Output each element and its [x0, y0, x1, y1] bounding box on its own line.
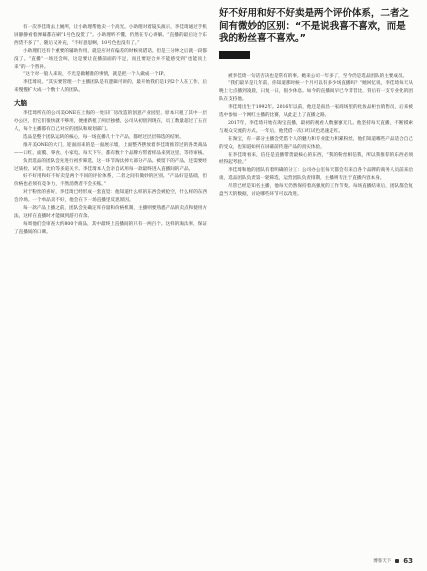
paragraph: 好不好用和好不好卖是两个不同的评价体系，二者之间有微妙的区别。“产品好是基础，但价格也必须有竞争力，不然消费者不会买账。” — [14, 174, 207, 188]
paragraph: 有一次李佳琦去上厕所，让小助理帮他卖一个高光。小助理对着镜头演示，李佳琦通过手机屏静静看着弹幕都在刷“1号色没货了”。小助理听不懂，仍然在专心讲解。“直播的最后这个东西货不多了”，随后又补充，“不好意思啊，10号色也没有了。” — [14, 25, 207, 46]
page-number: 63 — [403, 557, 413, 565]
paragraph: 选品是整个团队运转的核心，每一场直播几十个产品，都经过层层筛选的结果。 — [23, 134, 184, 140]
pull-quote: 好不好用和好不好卖是两个评价体系，二者之间有微妙的区别：“不是说我喜不喜欢，而是我的粉丝喜不喜欢。” — [219, 8, 409, 44]
paragraph: 被李佳琦一句话否决也是常有的事。她来公司一年多了，至今仍是选品团队的主要成员。 — [228, 73, 408, 79]
paragraph: 李佳琦和他的团队有着明确的分工：公司办公室每天都会有来自各个品牌的商务人员前来洽谈，选品团队负责第一轮筛选，运营团队负责排期，主播则专注于直播内容本身。 — [219, 168, 413, 182]
left-column — [14, 24, 207, 237]
footer-square-icon — [395, 559, 399, 563]
paragraph: 李佳琦出生于1992年。2016年以前，他还是南昌一家商场里的化妆品柜台销售员，后来被选中参加一个网红主播的比赛，从此走上了直播之路。 — [219, 105, 413, 119]
paragraph: “我们最早是几年前，你知道那时候一个月可以有多少场直播吗？”她回忆说，李佳琦每天从晚上七点播到凌晨，日复一日，很少休息。如今的直播间早已今非昔比，背后有一支专业化的团队在支持他。 — [219, 81, 413, 103]
paragraph: 李佳琦所在的公司美ONE在上海的一处旧厂房改造的创意产业园里，原本只租了其中一层办公区，但它们很快就不够用，便重新租了两层独楼。公司从初创到现在，员工数量超过了五百人，每个主播都有自己对应的团队和规划部门。 — [14, 111, 207, 132]
page-footer — [373, 557, 413, 565]
paragraph: 2017年，李佳琦开始在淘宝直播，最初的观看人数寥寥无几。他坚持每天直播，不断摸索与观众交流的方式。一年后，他凭借一次口红试色迅速走红。 — [219, 120, 413, 134]
decorative-bar — [219, 51, 250, 59]
paragraph: 在李佳琦看来，信任是直播带货最核心的东西，“我的粉丝相信我，所以我推荐的东西必须经得起考验。” — [219, 152, 413, 166]
paragraph: 小助理们还有个重要的辅助作用，就是应对有偏差的时候说错话。但是三分钟之后就一段都没了。“直播”一场还会叫，这是要让直播前面的不足，而且要迎合并不能感受到“也能顶上来”的一个替补。 — [14, 48, 207, 70]
paragraph: 负责选品的团队会先进行初步筛选，这一环节淘汰掉大部分产品。被留下的产品，还需要经过质检、试用、比价等多道关卡。李佳琦本人会亲自试用每一款最终进入直播间的产品。 — [14, 158, 207, 172]
footer-source: 博客天下 — [373, 559, 392, 564]
paragraph: “这个对一般人来说，不光是做精准的事情，就是把一个人做成一个IP。 — [23, 72, 169, 78]
section-heading: 大脑 — [14, 99, 27, 108]
paragraph: 推开美ONE的大门，迎面而来的是一面展示墙，上面整齐摆放着李佳琦推荐过的各类商品——口红、面膜、零食、小家电。每天下午，都有数十个品牌方带着样品来到这里，等待审核。 — [14, 142, 207, 156]
right-body-text — [219, 73, 413, 200]
paragraph: 对于粉丝的喜好，李佳琦已经形成一套直觉：他知道什么样的东西会被抢空，什么样的东西会冷场。一个单品卖不好，他会在下一场直播里反思原因。 — [14, 190, 207, 204]
paragraph: 李佳琦说，“其实要管理一个主播团队是有逻辑可讲的，最开始我们是1到2个人在工作，后来慢慢扩大成一个数十人的团队。 — [14, 80, 207, 94]
paragraph: 尽管已经是知名主播，他每天仍然保持着高强度的工作节奏。每场直播结束后，团队都会复盘当天的数据，讨论哪些环节可以改进。 — [219, 184, 413, 198]
paragraph: 每周他们会审查大约800个商品，其中最终上直播间的只有一两百个。这样的淘汰率，保证了直播间的口碑。 — [14, 221, 207, 235]
paragraph: 在淘宝，有一部分主播会凭借个人的魅力和专业能力积累粉丝，他们知道哪些产品适合自己的受众，也知道如何在屏幕前传递产品的真实体验。 — [219, 136, 413, 150]
right-column — [219, 8, 413, 199]
paragraph: 每一款产品上播之前，团队会先确定库存量和价格机制，主播则要熟悉产品的卖点和使用方法，这样在直播时才能做到游刃有余。 — [14, 206, 207, 219]
